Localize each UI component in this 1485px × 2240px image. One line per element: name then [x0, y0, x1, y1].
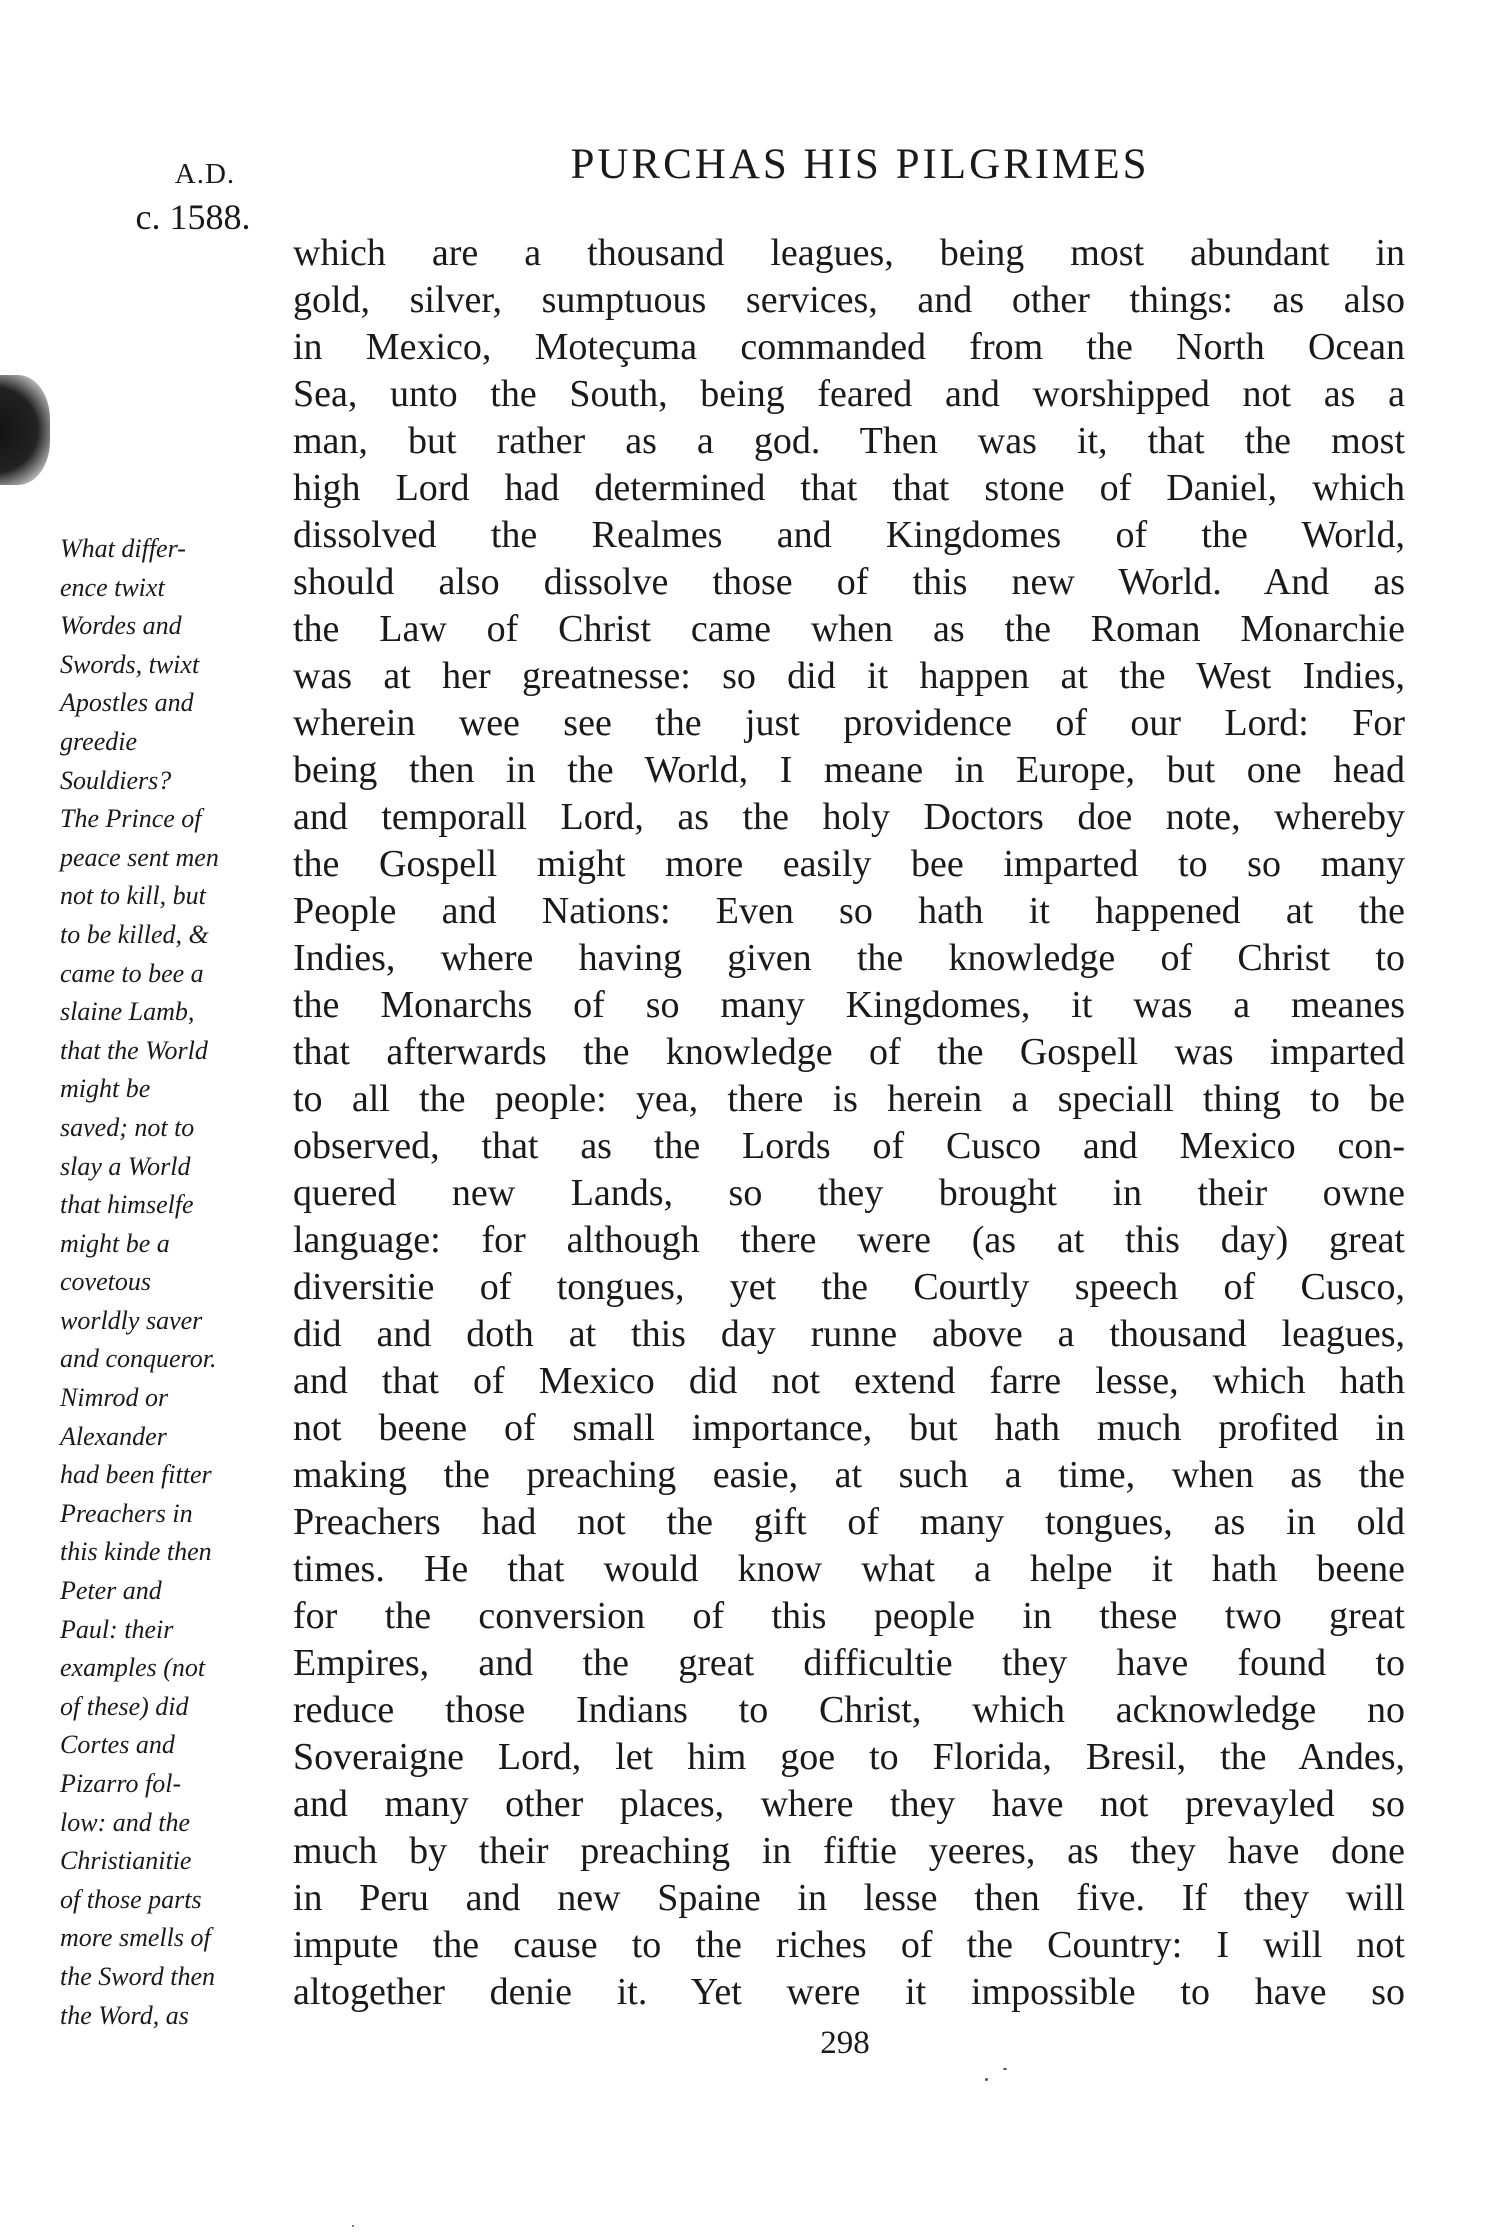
body-line: quered new Lands, so they brought in their owne	[293, 1172, 1405, 1214]
marginal-note-line: Alexander	[60, 1421, 167, 1451]
body-line: impute the cause to the riches of the Country: I will not	[293, 1924, 1405, 1966]
body-line: times. He that would know what a helpe it hath beene	[293, 1548, 1405, 1590]
body-line: not beene of small importance, but hath much profited in	[293, 1407, 1405, 1449]
marginal-note-line: Cortes and	[60, 1730, 175, 1760]
marginal-note-line: ence twixt	[60, 572, 165, 602]
marginal-note-line: and conqueror.	[60, 1344, 217, 1374]
marginal-note-line: slaine Lamb,	[60, 997, 195, 1027]
marginal-note-line: that himselfe	[60, 1190, 194, 1220]
body-line: Indies, where having given the knowledge of Christ to	[293, 937, 1405, 979]
marginal-note-line: low: and the	[60, 1807, 190, 1837]
body-line: high Lord had determined that that stone of Daniel, which	[293, 467, 1405, 509]
body-line: People and Nations: Even so hath it happened at the	[293, 890, 1405, 932]
marginal-note-line: came to bee a	[60, 958, 204, 988]
body-line: was at her greatnesse: so did it happen at the West Indies,	[293, 655, 1405, 697]
scan-speck	[1003, 2068, 1007, 2070]
page-number: 298	[820, 2025, 870, 2061]
body-text	[293, 230, 1405, 2016]
marginal-note-line: that the World	[60, 1035, 208, 1065]
body-line: altogether denie it. Yet were it impossible to have so	[293, 1971, 1405, 2013]
marginal-note-line: more smells of	[60, 1923, 211, 1953]
body-line: Sea, unto the South, being feared and worshipped not as a	[293, 373, 1405, 415]
body-line: observed, that as the Lords of Cusco and Mexico con-	[293, 1125, 1405, 1167]
marginal-note-line: this kinde then	[60, 1537, 212, 1567]
body-line: being then in the World, I meane in Europe, but one head	[293, 749, 1405, 791]
date-label: c. 1588.	[135, 197, 251, 237]
marginal-note-line: covetous	[60, 1267, 151, 1297]
body-line: diversitie of tongues, yet the Courtly speech of Cusco,	[293, 1266, 1405, 1308]
marginal-note-line: Paul: their	[60, 1614, 174, 1644]
marginal-note-line: examples (not	[60, 1653, 206, 1683]
marginal-note-line: greedie	[60, 726, 137, 756]
body-line: should also dissolve those of this new World. And as	[293, 561, 1405, 603]
running-title: PURCHAS HIS PILGRIMES	[570, 141, 1150, 188]
marginal-note-line: the Sword then	[60, 1961, 216, 1991]
marginal-note-line: Souldiers?	[60, 765, 172, 795]
body-line: dissolved the Realmes and Kingdomes of the World,	[293, 514, 1405, 556]
body-line: making the preaching easie, at such a time, when as the	[293, 1454, 1405, 1496]
era-label: A.D.	[174, 158, 236, 190]
marginal-note-line: to be killed, &	[60, 919, 209, 949]
body-line: for the conversion of this people in these two great	[293, 1595, 1405, 1637]
marginal-note-line: not to kill, but	[60, 881, 206, 911]
body-line: gold, silver, sumptuous services, and other things: as also	[293, 279, 1405, 321]
body-line: man, but rather as a god. Then was it, that the most	[293, 420, 1405, 462]
scan-speck	[985, 2078, 988, 2081]
marginal-note-line: of these) did	[60, 1691, 189, 1721]
body-line: much by their preaching in fiftie yeeres, as they have done	[293, 1830, 1405, 1872]
marginal-note-line: Pizarro fol-	[60, 1769, 182, 1798]
marginal-note-line: might be a	[60, 1228, 170, 1258]
marginal-note-line: Christianitie	[60, 1846, 192, 1876]
marginal-note-line: Peter and	[60, 1576, 162, 1606]
body-line: and that of Mexico did not extend farre lesse, which hath	[293, 1360, 1405, 1402]
body-line: reduce those Indians to Christ, which acknowledge no	[293, 1689, 1405, 1731]
body-line: did and doth at this day runne above a thousand leagues,	[293, 1313, 1405, 1355]
body-line: which are a thousand leagues, being most abundant in	[293, 232, 1405, 274]
marginal-note	[60, 530, 290, 2035]
marginal-note-line: Preachers in	[60, 1498, 193, 1528]
marginal-note-line: saved; not to	[60, 1112, 195, 1142]
scan-speck	[352, 2225, 354, 2227]
marginal-note-line: had been fitter	[60, 1460, 212, 1490]
body-line: to all the people: yea, there is herein a speciall thing to be	[293, 1078, 1405, 1120]
marginal-note-line: peace sent men	[60, 842, 219, 872]
marginal-note-line: Apostles and	[60, 688, 194, 718]
marginal-note-line: What differ-	[60, 534, 186, 563]
body-line: Empires, and the great difficultie they have found to	[293, 1642, 1405, 1684]
marginal-note-line: might be	[60, 1074, 151, 1104]
scan-edge-shadow	[0, 375, 50, 485]
marginal-note-line: Swords, twixt	[60, 649, 200, 679]
body-line: in Peru and new Spaine in lesse then five. If they will	[293, 1877, 1405, 1919]
marginal-note-line: The Prince of	[60, 804, 202, 834]
body-line: the Monarchs of so many Kingdomes, it was a meanes	[293, 984, 1405, 1026]
body-line: and temporall Lord, as the holy Doctors doe note, whereby	[293, 796, 1405, 838]
body-line: Preachers had not the gift of many tongues, as in old	[293, 1501, 1405, 1543]
body-line: Soveraigne Lord, let him goe to Florida, Bresil, the Andes,	[293, 1736, 1405, 1778]
body-line: the Gospell might more easily bee imparted to so many	[293, 843, 1405, 885]
body-line: in Mexico, Moteçuma commanded from the North Ocean	[293, 326, 1405, 368]
marginal-note-line: of those parts	[60, 1884, 202, 1914]
body-line: and many other places, where they have not prevayled so	[293, 1783, 1405, 1825]
marginal-note-line: the Word, as	[60, 2000, 189, 2030]
body-line: language: for although there were (as at this day) great	[293, 1219, 1405, 1261]
body-line: that afterwards the knowledge of the Gospell was imparted	[293, 1031, 1405, 1073]
marginal-note-line: worldly saver	[60, 1305, 203, 1335]
body-line: the Law of Christ came when as the Roman Monarchie	[293, 608, 1405, 650]
marginal-note-line: slay a World	[60, 1151, 191, 1181]
marginal-note-line: Wordes and	[60, 611, 182, 641]
body-line: wherein wee see the just providence of our Lord: For	[293, 702, 1405, 744]
marginal-note-line: Nimrod or	[60, 1383, 169, 1413]
